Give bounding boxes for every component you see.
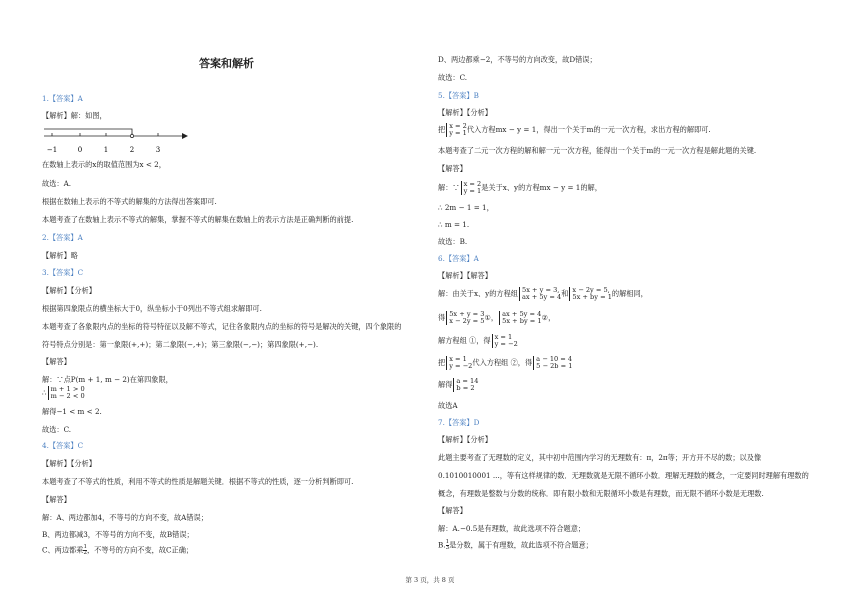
q2-answer: 2.【答案】A [42, 233, 83, 242]
q1-text: 故选：A. [42, 179, 72, 188]
q6-answer: 6.【答案】A [438, 254, 479, 263]
tick-label: 1 [103, 146, 109, 154]
q7-text: 0.1010010001 ...，等有这样规律的数．无理数就是无限不循环小数．理解无理数的概念，一定要同时理解有理数的 [438, 471, 809, 480]
q4-text: 【解析】【分析】 [42, 459, 96, 468]
q6-text: 解：由关于x、y的方程组 5x + y = 3, ax + 5y = 4 和 x − 2y = 5, 5x + by = 1 的解相同， [438, 286, 648, 301]
q7-text: 概念，有理数是整数与分数的统称．即有限小数和无限循环小数是有理数，而无限不循环小数是无理数. [438, 489, 764, 498]
q4-text: 【解答】 [42, 495, 71, 504]
q3-text: 【解答】 [42, 357, 71, 366]
q3-text: 根据第四象限点的横坐标大于0，纵坐标小于0列出不等式组求解即可. [42, 304, 262, 313]
r-text: 故选：C. [438, 73, 468, 82]
q5-text: 把 x = 2 y = 1 代入方程mx − y = 1，得出一个关于m的一元一次方程，求出方程的解即可. [438, 122, 711, 137]
q1-text: 在数轴上表示的x的取值范围为x < 2， [42, 160, 166, 169]
q3-text: 本题考查了各象限内点的坐标的符号特征以及解不等式，记住各象限内点的坐标的符号是解决的关键，四个象限的 [42, 322, 402, 331]
q6-text: 得 5x + y = 3 x − 2y = 5 ①， ax + 5y = 4 5x + by = 1 ②， [438, 310, 556, 325]
q4-text: 解：A、两边都加4，不等号的方向不变，故A错误； [42, 513, 208, 522]
q5-text: 本题考查了二元一次方程的解和解一元一次方程，能得出一个关于m的一元一次方程是解此题的关键. [438, 146, 757, 155]
q3-text: 解：∵点P(m + 1, m − 2)在第四象限， [42, 375, 173, 384]
page-title: 答案和解析 [199, 57, 254, 70]
q6-text: 故选A [438, 401, 458, 410]
q1-text: 根据在数轴上表示的不等式的解集的方法得出答案即可. [42, 197, 217, 206]
q6-text: 【解析】【解答】 [438, 271, 492, 280]
q7-answer: 7.【答案】D [438, 418, 480, 427]
page-footer: 第 3 页，共 8 页 [405, 576, 455, 584]
q6-text: 把 x = 1 y = −2 代入方程组 ②，得 a − 10 = 4 5 − 2b = 1 [438, 355, 573, 370]
q5-text: 【解析】【分析】 [438, 108, 492, 117]
q5-text: 故选：B. [438, 237, 468, 246]
r-text: D、两边都乘−2，不等号的方向改变，故D错误； [438, 55, 597, 64]
q6-text: 解方程组 ①，得 x = 1 y = −2 [438, 333, 518, 348]
q2-analysis: 【解析】略 [42, 251, 78, 260]
q7-text: 【解析】【分析】 [438, 435, 492, 444]
tick-label: 0 [77, 146, 83, 154]
q3-system: ∴ m + 1 > 0 m − 2 < 0 [42, 385, 85, 400]
q7-text: B. $\frac{1}{3}$ 是分数，属于有理数，故此选项不符合题意； [438, 539, 593, 551]
q1-analysis: 【解析】解：如图， [42, 111, 107, 120]
q1-answer: 1.【答案】A [42, 94, 83, 103]
q5-text: 【解答】 [438, 164, 467, 173]
q3-text: 故选：C. [42, 425, 72, 434]
q4-text: 本题考查了不等式的性质，利用不等式的性质是解题关键．根据不等式的性质，逐一分析判断即可. [42, 477, 354, 486]
q3-text: 符号特点分别是：第一象限(+,+)；第二象限(−,+)；第三象限(−,−)；第四象限(+,−). [42, 340, 319, 349]
tick-label: −1 [46, 146, 58, 154]
number-line [42, 122, 192, 156]
q3-answer: 3.【答案】C [42, 268, 84, 277]
q6-text: 解得 a = 14 b = 2 [438, 377, 479, 392]
q5-text: 解：∵ x = 2 y = 1 是关于x、y的方程mx − y = 1的解， [438, 180, 602, 195]
q1-text: 本题考查了在数轴上表示不等式的解集，掌握不等式的解集在数轴上的表示方法是正确判断的前提. [42, 215, 354, 224]
q5-text: ∴ m = 1. [438, 220, 470, 229]
q7-text: 此题主要考查了无理数的定义，其中初中范围内学习的无理数有：π，2π等；开方开不尽的数；以及像 [438, 453, 762, 462]
q3-text: 解得−1 < m < 2. [42, 407, 102, 416]
q3-text: 【解析】【分析】 [42, 286, 96, 295]
q5-text: ∴ 2m − 1 = 1， [438, 203, 494, 212]
q7-text: 解：A.−0.5是有理数，故此选项不符合题意； [438, 524, 586, 533]
q7-text: 【解答】 [438, 506, 467, 515]
q5-answer: 5.【答案】B [438, 91, 479, 100]
q4-text: C、两边都乘 $\frac{1}{2}$ ，不等号的方向不变，故C正确； [42, 544, 194, 556]
tick-label: 3 [155, 146, 161, 154]
q4-text: B、两边都减3，不等号的方向不变，故B错误； [42, 530, 194, 539]
tick-label: 2 [129, 146, 135, 154]
q4-answer: 4.【答案】C [42, 441, 84, 450]
